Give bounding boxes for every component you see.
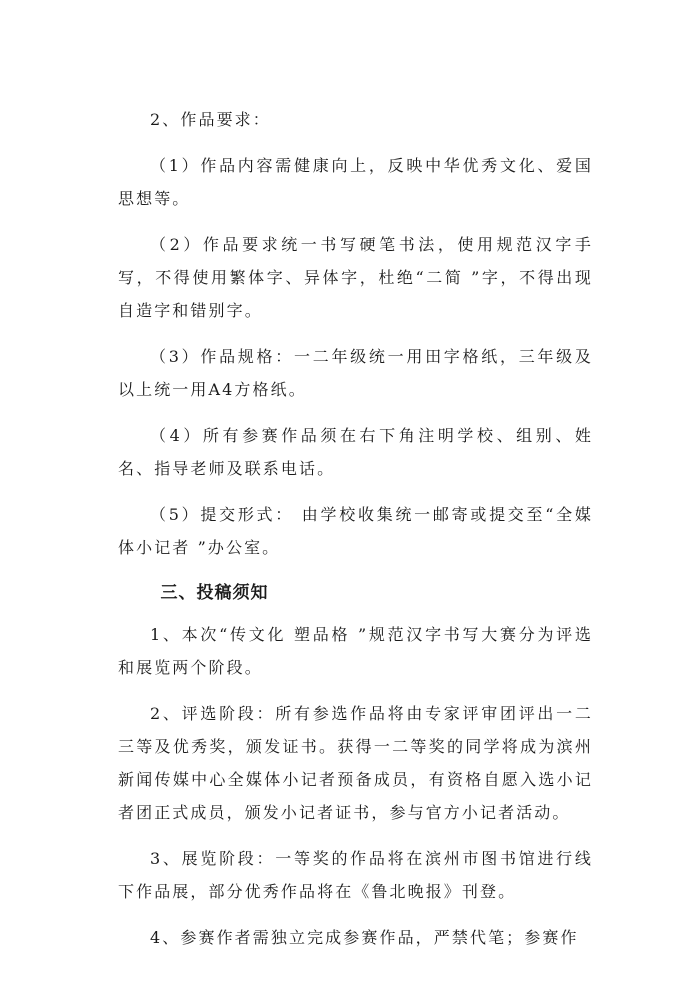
paragraph-requirement-paper: （3）作品规格：一二年级统一用田字格纸，三年级及以上统一用A4方格纸。 [118,347,593,399]
document-body [118,103,593,967]
paragraph-requirements-title: 2、作品要求： [150,110,271,129]
paragraph-originality: 4、参赛作者需独立完成参赛作品，严禁代笔；参赛作 [150,928,579,947]
paragraph-selection-stage: 2、评选阶段：所有参选作品将由专家评审团评出一二三等及优秀奖，颁发证书。获得一二等奖的同学将成为滨州新闻传媒中心全媒体小记者预备成员，有资格自愿入选小记者团正式成员，颁发小记者证书，参与官方小记者活动。 [118,704,593,822]
section-heading-submission-notes: 三、投稿须知 [160,583,269,603]
paragraph-exhibition-stage: 3、展览阶段：一等奖的作品将在滨州市图书馆进行线下作品展，部分优秀作品将在《鲁北晚报》刊登。 [118,849,593,901]
paragraph-requirement-labeling: （4）所有参赛作品须在右下角注明学校、组别、姓名、指导老师及联系电话。 [118,426,593,478]
paragraph-requirement-writing: （2）作品要求统一书写硬笔书法，使用规范汉字手写，不得使用繁体字、异体字，杜绝“二简 ”字，不得出现自造字和错别字。 [118,235,593,320]
paragraph-stages: 1、本次“传文化 塑品格 ”规范汉字书写大赛分为评选和展览两个阶段。 [118,625,593,677]
paragraph-requirement-content: （1）作品内容需健康向上，反映中华优秀文化、爱国思想等。 [118,156,593,208]
paragraph-requirement-submission: （5）提交形式： 由学校收集统一邮寄或提交至“全媒体小记者 ”办公室。 [118,505,593,557]
